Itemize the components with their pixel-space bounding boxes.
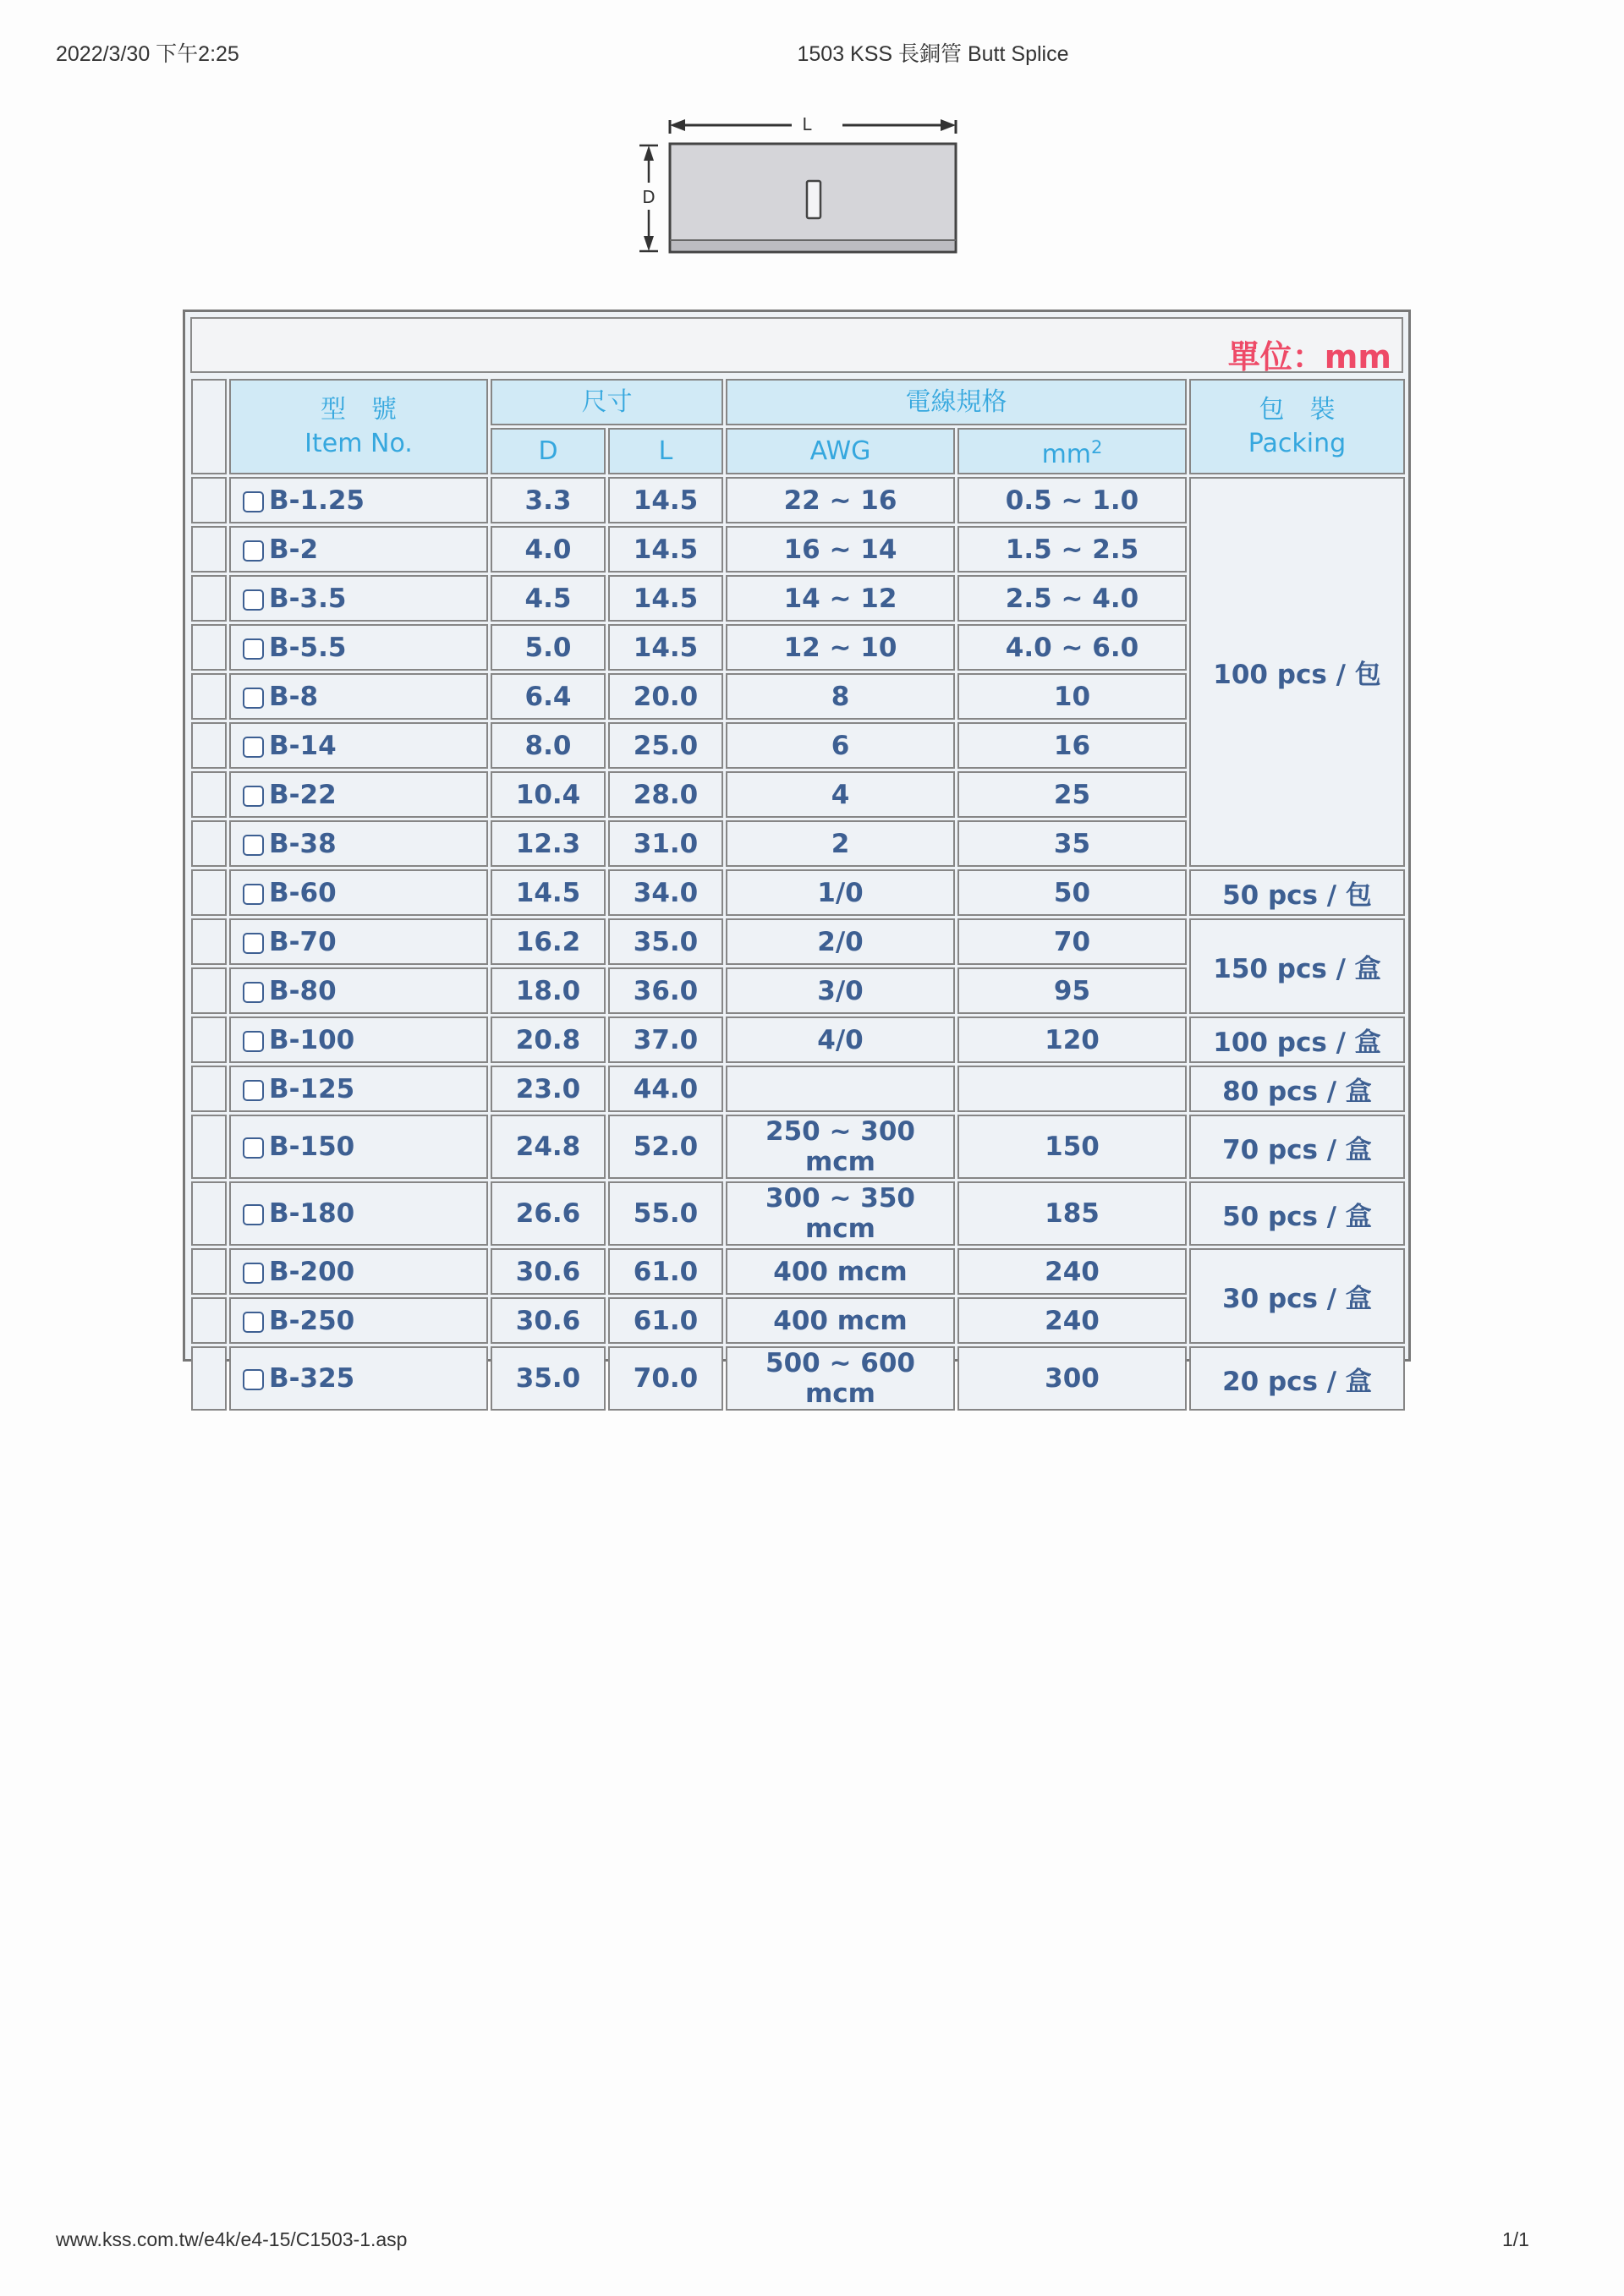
awg-value: 500 ~ 600 mcm [726,1346,955,1411]
item-number: B-70 [269,926,337,957]
row-marker [191,673,227,720]
select-checkbox[interactable] [243,1080,264,1101]
packing-value: 50 pcs / 包 [1189,869,1405,916]
row-marker [191,1066,227,1112]
l-value: 25.0 [608,722,723,769]
awg-value: 2 [726,820,955,867]
select-checkbox[interactable] [243,835,264,856]
row-marker [191,771,227,818]
item-number: B-325 [269,1363,355,1394]
d-value: 35.0 [491,1346,606,1411]
select-checkbox[interactable] [243,1031,264,1052]
row-marker [191,477,227,523]
header-size: 尺寸 [491,379,723,425]
header-mm2-sup: 2 [1091,437,1103,458]
select-checkbox[interactable] [243,982,264,1003]
header-mm2 [957,428,1187,474]
table-row [191,477,1405,523]
item-cell [229,1066,488,1112]
item-cell [229,477,488,523]
butt-splice-diagram [633,105,966,261]
table-row [191,918,1405,965]
item-number: B-60 [269,877,337,908]
item-number: B-2 [269,534,319,565]
header-packing-en: Packing [1248,428,1347,458]
table-row [191,1346,1405,1411]
awg-value: 4 [726,771,955,818]
l-value: 20.0 [608,673,723,720]
packing-value: 70 pcs / 盒 [1189,1115,1405,1179]
awg-value: 16 ~ 14 [726,526,955,573]
d-value: 30.6 [491,1297,606,1344]
d-value: 10.4 [491,771,606,818]
d-value: 24.8 [491,1115,606,1179]
l-value: 37.0 [608,1016,723,1063]
spec-table [189,376,1407,1413]
item-cell [229,722,488,769]
header-awg: AWG [726,428,955,474]
select-checkbox[interactable] [243,884,264,905]
packing-value: 20 pcs / 盒 [1189,1346,1405,1411]
mm2-value: 150 [957,1115,1187,1179]
d-value: 26.6 [491,1181,606,1246]
select-checkbox[interactable] [243,1137,264,1159]
header-packing-zh: 包 裝 [1259,394,1336,425]
l-value: 52.0 [608,1115,723,1179]
header-d: D [491,428,606,474]
d-value: 6.4 [491,673,606,720]
l-value: 61.0 [608,1297,723,1344]
awg-value: 400 mcm [726,1297,955,1344]
item-cell [229,1115,488,1179]
header-mm2-base: mm [1041,440,1092,469]
l-value: 36.0 [608,967,723,1014]
row-marker [191,967,227,1014]
d-value: 4.5 [491,575,606,622]
item-cell [229,967,488,1014]
l-value: 44.0 [608,1066,723,1112]
packing-value: 100 pcs / 包 [1189,477,1405,867]
mm2-value: 16 [957,722,1187,769]
l-value: 14.5 [608,624,723,671]
row-marker [191,1346,227,1411]
awg-value: 400 mcm [726,1248,955,1295]
item-cell [229,1248,488,1295]
select-checkbox[interactable] [243,786,264,807]
select-checkbox[interactable] [243,1369,264,1390]
header-item-zh: 型 號 [321,394,397,425]
row-marker [191,1248,227,1295]
spec-table-panel [183,310,1411,1409]
item-cell [229,869,488,916]
awg-value: 22 ~ 16 [726,477,955,523]
select-checkbox[interactable] [243,1204,264,1225]
l-value: 14.5 [608,526,723,573]
item-number: B-200 [269,1256,355,1287]
row-marker [191,1016,227,1063]
select-checkbox[interactable] [243,491,264,512]
awg-value: 6 [726,722,955,769]
l-value: 14.5 [608,477,723,523]
awg-value: 2/0 [726,918,955,965]
item-cell [229,820,488,867]
row-marker [191,1115,227,1179]
select-checkbox[interactable] [243,638,264,660]
header-l: L [608,428,723,474]
mm2-value: 35 [957,820,1187,867]
item-number: B-100 [269,1024,355,1055]
mm2-value: 95 [957,967,1187,1014]
item-number: B-38 [269,828,337,859]
header-item-no [229,379,488,474]
mm2-value: 240 [957,1297,1187,1344]
unit-label: 單位：mm [1227,338,1391,375]
awg-value: 8 [726,673,955,720]
header-row-marker [191,379,227,474]
print-page-number: 1/1 [1502,2228,1529,2250]
mm2-value: 70 [957,918,1187,965]
item-cell [229,575,488,622]
mm2-value: 0.5 ~ 1.0 [957,477,1187,523]
packing-value: 100 pcs / 盒 [1189,1016,1405,1063]
print-url: www.kss.com.tw/e4k/e4-15/C1503-1.asp [56,2228,408,2250]
item-cell [229,771,488,818]
select-checkbox[interactable] [243,540,264,562]
item-cell [229,673,488,720]
l-value: 55.0 [608,1181,723,1246]
mm2-value: 10 [957,673,1187,720]
mm2-value: 2.5 ~ 4.0 [957,575,1187,622]
l-value: 28.0 [608,771,723,818]
row-marker [191,918,227,965]
d-value: 3.3 [491,477,606,523]
item-number: B-125 [269,1073,355,1104]
item-number: B-5.5 [269,632,347,663]
packing-value: 30 pcs / 盒 [1189,1248,1405,1344]
table-row [191,1016,1405,1063]
d-value: 4.0 [491,526,606,573]
length-label: L [802,114,812,134]
d-value: 16.2 [491,918,606,965]
row-marker [191,575,227,622]
table-row [191,1248,1405,1295]
l-value: 70.0 [608,1346,723,1411]
awg-value: 250 ~ 300 mcm [726,1115,955,1179]
awg-value [726,1066,955,1112]
select-checkbox[interactable] [243,688,264,709]
d-value: 20.8 [491,1016,606,1063]
item-number: B-14 [269,730,337,761]
row-marker [191,869,227,916]
d-value: 23.0 [491,1066,606,1112]
l-value: 61.0 [608,1248,723,1295]
awg-value: 3/0 [726,967,955,1014]
mm2-value: 50 [957,869,1187,916]
mm2-value: 25 [957,771,1187,818]
awg-value: 300 ~ 350 mcm [726,1181,955,1246]
item-cell [229,918,488,965]
d-value: 18.0 [491,967,606,1014]
mm2-value: 185 [957,1181,1187,1246]
row-marker [191,820,227,867]
item-number: B-22 [269,779,337,810]
item-number: B-80 [269,975,337,1006]
header-wire-spec: 電線規格 [726,379,1187,425]
print-page-title: 1503 KSS 長銅管 Butt Splice [797,42,1069,66]
d-value: 5.0 [491,624,606,671]
row-marker [191,624,227,671]
unit-bar [190,317,1403,373]
awg-value: 14 ~ 12 [726,575,955,622]
item-cell [229,526,488,573]
item-cell [229,1346,488,1411]
header-packing [1189,379,1405,474]
mm2-value: 300 [957,1346,1187,1411]
mm2-value: 120 [957,1016,1187,1063]
l-value: 14.5 [608,575,723,622]
d-value: 8.0 [491,722,606,769]
item-number: B-1.25 [269,485,365,516]
item-cell [229,624,488,671]
packing-value: 80 pcs / 盒 [1189,1066,1405,1112]
item-number: B-8 [269,681,319,712]
item-number: B-180 [269,1198,355,1229]
d-value: 14.5 [491,869,606,916]
item-number: B-250 [269,1305,355,1336]
l-value: 35.0 [608,918,723,965]
select-checkbox[interactable] [243,1263,264,1284]
row-marker [191,526,227,573]
select-checkbox[interactable] [243,589,264,611]
table-row [191,1181,1405,1246]
row-marker [191,722,227,769]
table-row [191,1115,1405,1179]
l-value: 34.0 [608,869,723,916]
mm2-value: 4.0 ~ 6.0 [957,624,1187,671]
l-value: 31.0 [608,820,723,867]
row-marker [191,1181,227,1246]
packing-value: 50 pcs / 盒 [1189,1181,1405,1246]
print-datetime: 2022/3/30 下午2:25 [56,42,239,66]
d-value: 30.6 [491,1248,606,1295]
select-checkbox[interactable] [243,737,264,758]
select-checkbox[interactable] [243,1312,264,1333]
item-cell [229,1016,488,1063]
item-number: B-150 [269,1132,355,1162]
mm2-value: 1.5 ~ 2.5 [957,526,1187,573]
table-row [191,1066,1405,1112]
item-cell [229,1297,488,1344]
item-cell [229,1181,488,1246]
mm2-value: 240 [957,1248,1187,1295]
awg-value: 12 ~ 10 [726,624,955,671]
header-item-en: Item No. [304,428,413,458]
d-value: 12.3 [491,820,606,867]
table-row [191,869,1405,916]
item-number: B-3.5 [269,583,347,614]
packing-value: 150 pcs / 盒 [1189,918,1405,1014]
diameter-label: D [642,187,656,207]
awg-value: 1/0 [726,869,955,916]
select-checkbox[interactable] [243,933,264,954]
row-marker [191,1297,227,1344]
mm2-value [957,1066,1187,1112]
awg-value: 4/0 [726,1016,955,1063]
